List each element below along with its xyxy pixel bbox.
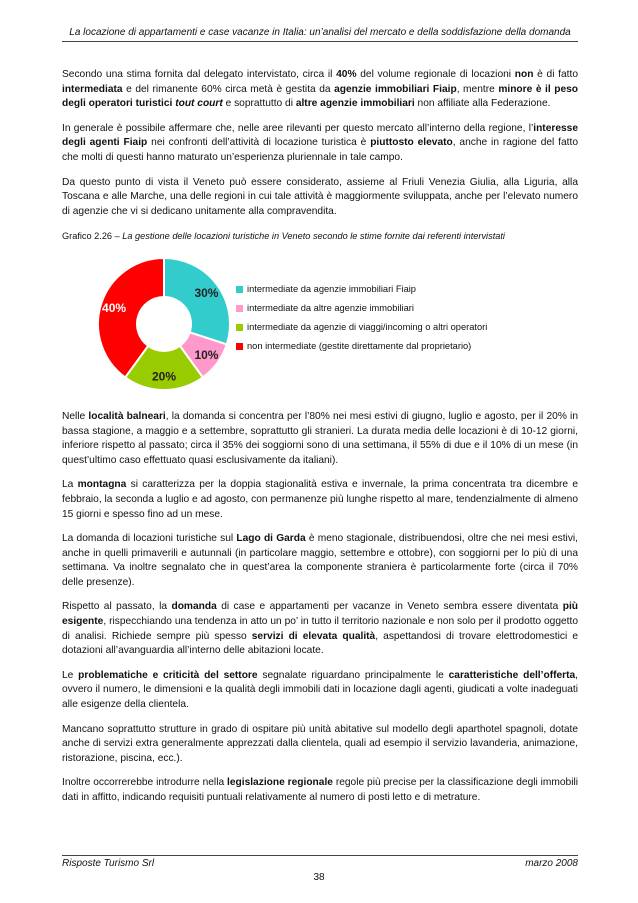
text: del volume regionale di locazioni [356,69,515,80]
paragraph-3: Da questo punto di vista il Veneto può essere considerato, assieme al Friuli Venezia Giulia, alla Liguria, alla Toscana e alle Marche, una delle regioni in cui tale attività è maggiormente sviluppata, anche per l’elevato numero di agenzie che vi si dedicano unitamente alla compravendita. [62,176,578,217]
text: regole più precise per la classificazione degli immobili dati in affitto, indicando requisiti puntuali relativamente al numero di posti letto e di metrature. [62,777,579,803]
paragraph-1 [62,68,578,112]
emphasis: intermediata [62,83,123,95]
donut-chart [62,250,578,400]
text: La domanda di locazioni turistiche sul [62,533,237,545]
emphasis: località balneari [88,410,166,422]
text: , rispecchiando una tendenza in atto un po’ in tutto il territorio nazionale e non solo per il prodotto oggetto di analisi. Richiede sempre più spesso [62,616,578,642]
emphasis: interesse degli agenti Fiaip [62,122,578,149]
emphasis: legislazione regionale [227,777,333,789]
emphasis: non [514,69,534,80]
paragraph-6 [62,532,578,590]
text: segnalate riguardano principalmente le [257,669,449,681]
text: è di fatto [533,69,579,80]
legend-swatch-1 [236,305,243,312]
donut-slice-label-3: 40% [102,300,127,315]
text: di case e appartamenti per vacanze in Veneto sembra essere diventata [216,601,563,613]
chart-legend [236,280,487,356]
emphasis: montagna [77,479,127,491]
emphasis: servizi di elevata qualità [251,630,376,642]
emphasis: Lago di Garda [236,533,306,545]
emphasis: agenzie immobiliari Fiaip [334,83,457,95]
text: La [62,479,78,491]
text: Secondo una stima fornita dal delegato intervistato, circa il [62,69,337,80]
text: Le [62,669,79,681]
emphasis: più esigente [62,601,578,628]
donut-chart-svg [94,254,234,394]
paragraph-10 [62,776,578,805]
paragraph-4 [62,410,578,468]
caption-prefix: Grafico 2.26 – [62,231,123,242]
legend-swatch-3 [236,343,243,350]
footer-date: marzo 2008 [525,858,578,869]
page-number: 38 [313,872,325,883]
legend-label-1: intermediate da altre agenzie immobiliari [247,303,414,314]
text: , la domanda si concentra per l’80% nei mesi estivi di giugno, luglio e agosto, per il 20% in bassa stagione, a maggio e a settembre, soprattutto gli stranieri. La durata media delle locazioni è di 10-12 giorni, inferiore rispetto al passato; circa il 35% dei soggiorni sono di una settimana, il 55% di due e il 10% di un mese (in quest’ultimo caso effettuato quasi esclusivamente da italiani). [62,410,578,466]
donut-slice-label-2: 20% [151,369,177,384]
legend-swatch-0 [236,286,243,293]
emphasis: problematiche e criticità del settore [78,669,258,681]
text: , ovvero il numero, le dimensioni e la qualità degli immobili dati in locazione dagli agenti, giudicati a volte inadeguati alle esigenze della clientela. [62,669,579,711]
legend-swatch-2 [236,324,243,331]
legend-item-0 [236,280,487,299]
chart-caption [62,229,578,244]
emphasis: domanda [171,601,217,613]
emphasis: 40% [336,69,357,80]
paragraph-9: Mancano soprattutto strutture in grado di ospitare più unità abitative sul modello degli aparthotel spagnoli, dotate anche di servizi extra generalmente apprezzati dalla clientela, quali ad esempio il servizio lavanderia, animazione, ristorazione, piscina, ecc.). [62,723,578,764]
legend-item-2 [236,318,487,337]
text: è meno stagionale, distribuendosi, oltre che nei mesi estivi, anche in quelli primaverili e autunnali (in particolare maggio, settembre e ottobre), con soggiorni per lo più di una settimana. Va inoltre segnalato che in quest’area la componente straniera è particolarmente forte (circa il 70% delle presenze). [62,533,579,588]
text: e soprattutto di [222,98,296,110]
page-body [62,68,578,816]
paragraph-2 [62,122,578,166]
text: si caratterizza per la doppia stagionalità estiva e invernale, la prima concentrata tra dicembre e febbraio, la seconda a luglio e ad agosto, con permanenze più lunghe rispetto al mare, tendenzialmente di almeno 15 giorni e spesso fino ad un mese. [62,479,578,520]
emphasis: caratteristiche dell’offerta [448,669,576,681]
emphasis: minore è il peso degli operatori turistici [62,83,579,110]
text: , aspettandosi di trovare elettrodomestici e dotazioni all’avanguardia all’interno delle abitazioni locate. [62,630,578,657]
text: Inoltre occorrerebbe introdurre nella [62,777,228,789]
text: Rispetto al passato, la [62,601,172,613]
text: In generale è possibile affermare che, nelle aree rilevanti per questo mercato all’interno della regione, l’ [62,122,534,134]
emphasis-italic: tout court [175,98,223,110]
paragraph-8 [62,669,578,713]
text: e del rimanente 60% circa metà è gestita da [122,83,335,95]
text: non affiliate alla Federazione. [414,98,551,110]
legend-item-1 [236,299,487,318]
text: Nelle [62,410,89,422]
legend-label-3: non intermediate (gestite direttamente dal proprietario) [247,341,472,352]
caption-title: La gestione delle locazioni turistiche in Veneto secondo le stime fornite dai referenti intervistati [122,231,505,242]
paragraph-5 [62,478,578,522]
emphasis: piuttosto elevato [370,137,453,149]
donut-slice-0 [164,258,230,344]
donut-slice-label-1: 10% [194,347,219,362]
text: , anche in ragione del fatto che molti di questi hanno maturato un’esperienza pluriennale in tale campo. [62,137,578,163]
text: , mentre [456,83,499,95]
legend-item-3 [236,337,487,356]
paragraph-7 [62,600,578,658]
running-footer [62,855,578,869]
emphasis: altre agenzie immobiliari [295,98,415,110]
running-header: La locazione di appartamenti e case vacanze in Italia: un’analisi del mercato e della soddisfazione della domanda [62,27,578,42]
legend-label-2: intermediate da agenzie di viaggi/incoming o altri operatori [247,322,488,333]
legend-label-0: intermediate da agenzie immobiliari Fiaip [247,284,416,295]
footer-company: Risposte Turismo Srl [62,858,155,869]
donut-slice-label-0: 30% [194,286,219,301]
text: nei confronti dell’attività di locazione turistica è [147,137,371,149]
